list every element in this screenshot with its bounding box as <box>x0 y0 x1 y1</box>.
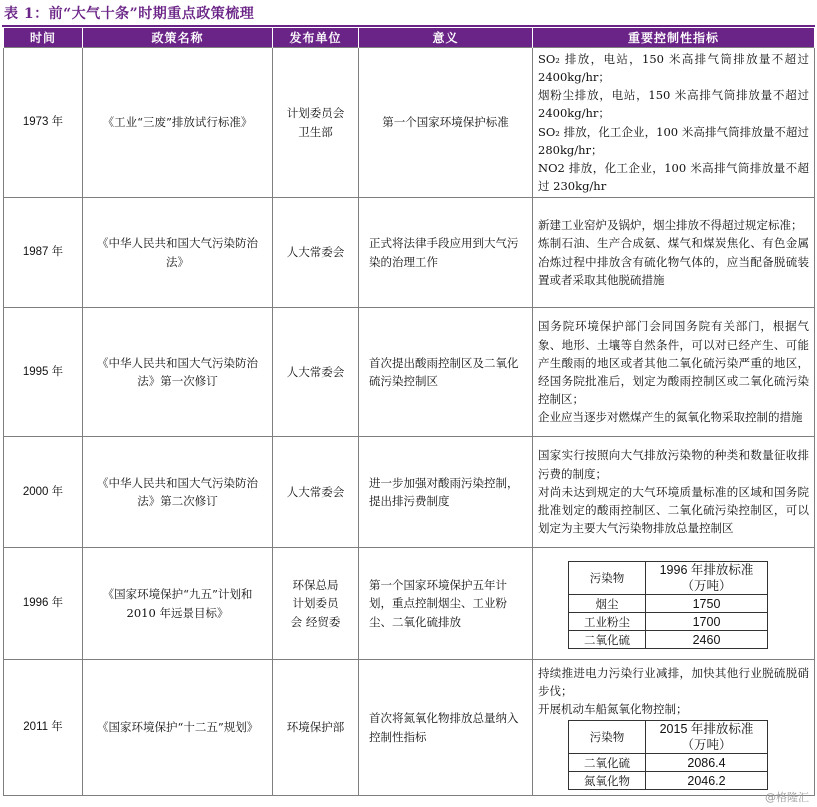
row-significance: 第一个国家环境保护标准 <box>359 48 533 198</box>
pollutant-name: 氮氧化物 <box>569 772 646 790</box>
row-issuer: 人大常委会 <box>273 437 359 548</box>
row-policy: 《国家环境保护“九五”计划和 2010 年远景目标》 <box>83 548 273 660</box>
indicator-line: SO₂ 排放，电站，150 米高排气筒排放量不超过 2400kg/hr； <box>538 51 809 84</box>
header-policy-name: 政策名称 <box>83 28 273 48</box>
row-indicators <box>533 548 815 660</box>
row-indicators <box>533 48 815 198</box>
row-year: 1995 年 <box>4 308 83 437</box>
table-row <box>4 308 815 437</box>
indicator-line: 国务院环境保护部门会同国务院有关部门，根据气象、地形、土壤等自然条件，可以对已经产生、可能产生酸雨的地区或者其他二氧化硫污染严重的地区，经国务院批准后，划定为酸雨控制区或二氧化硫污染控制区； <box>538 319 809 407</box>
row-issuer: 人大常委会 <box>273 308 359 437</box>
header-time: 时间 <box>4 28 83 48</box>
policy-table <box>3 28 815 796</box>
row-significance: 第一个国家环境保护五年计划，重点控制烟尘、工业粉尘、二氧化硫排放 <box>359 548 533 660</box>
pollutant-value: 2046.2 <box>646 772 768 790</box>
row-policy: 《中华人民共和国大气污染防治法》第一次修订 <box>83 308 273 437</box>
table-header-row <box>4 28 815 48</box>
row-indicators <box>533 308 815 437</box>
indicator-line: 国家实行按照向大气排放污染物的种类和数量征收排污费的制度； <box>538 448 809 481</box>
table-row <box>4 660 815 796</box>
row-year: 2011 年 <box>4 660 83 796</box>
row-year: 2000 年 <box>4 437 83 548</box>
indicator-line: 新建工业窑炉及锅炉，烟尘排放不得超过规定标准； <box>538 218 803 233</box>
indicator-line: 持续推进电力污染行业减排，加快其他行业脱硫脱硝步伐； <box>538 665 809 698</box>
row-significance: 进一步加强对酸雨污染控制，提出排污费制度 <box>359 437 533 548</box>
pollutant-name: 二氧化硫 <box>569 631 646 649</box>
indicator-line: 烟粉尘排放，电站，150 米高排气筒排放量不超过 2400kg/hr； <box>538 88 809 121</box>
title-divider <box>2 25 815 27</box>
indicator-line: 对尚未达到规定的大气环境质量标准的区域和国务院批准划定的酸雨控制区、二氧化硫污染控制区，可以划定为主要大气污染物排放总量控制区 <box>538 484 809 536</box>
row-issuer: 计划委员会 卫生部 <box>273 48 359 198</box>
watermark-text: @格隆汇 <box>765 791 809 804</box>
row-indicators <box>533 437 815 548</box>
subtable-header-pollutant: 污染物 <box>569 721 646 754</box>
indicator-line: SO₂ 排放，化工企业，100 米高排气筒排放量不超过 280kg/hr； <box>538 124 809 157</box>
indicator-line: 开展机动车船氮氧化物控制； <box>538 702 688 717</box>
row-issuer: 人大常委会 <box>273 198 359 308</box>
pollutant-name: 二氧化硫 <box>569 754 646 772</box>
row-policy: 《中华人民共和国大气污染防治法》 <box>83 198 273 308</box>
indicator-line: 炼制石油、生产合成氨、煤气和煤炭焦化、有色金属冶炼过程中排放含有硫化物气体的，应当配备脱硫装置或者采取其他脱硫措施 <box>538 236 809 287</box>
row-policy: 《工业“三废”排放试行标准》 <box>83 48 273 198</box>
indicator-line: 企业应当逐步对燃煤产生的氮氧化物采取控制的措施 <box>538 410 803 425</box>
table-row <box>4 437 815 548</box>
pollutant-value: 1700 <box>646 613 768 631</box>
emission-target-table <box>568 561 768 649</box>
row-year: 1973 年 <box>4 48 83 198</box>
row-significance: 正式将法律手段应用到大气污染的治理工作 <box>359 198 533 308</box>
pollutant-value: 1750 <box>646 595 768 613</box>
row-policy: 《中华人民共和国大气污染防治法》第二次修订 <box>83 437 273 548</box>
subtable-header-standard: 2015 年排放标准（万吨） <box>646 721 768 754</box>
table-row <box>4 548 815 660</box>
table-row <box>4 48 815 198</box>
header-significance: 意义 <box>359 28 533 48</box>
header-indicators: 重要控制性指标 <box>533 28 815 48</box>
header-issuer: 发布单位 <box>273 28 359 48</box>
row-indicators <box>533 660 815 796</box>
row-year: 1996 年 <box>4 548 83 660</box>
pollutant-name: 烟尘 <box>569 595 646 613</box>
subtable-header-standard: 1996 年排放标准（万吨） <box>646 562 768 595</box>
pollutant-value: 2460 <box>646 631 768 649</box>
row-significance: 首次提出酸雨控制区及二氧化硫污染控制区 <box>359 308 533 437</box>
row-indicators <box>533 198 815 308</box>
table-title: 表 1：前“大气十条”时期重点政策梳理 <box>4 6 255 22</box>
indicator-line: NO2 排放，化工企业，100 米高排气筒排放量不超过 230kg/hr <box>538 160 809 194</box>
pollutant-name: 工业粉尘 <box>569 613 646 631</box>
row-year: 1987 年 <box>4 198 83 308</box>
row-policy: 《国家环境保护“十二五”规划》 <box>83 660 273 796</box>
row-issuer: 环境保护部 <box>273 660 359 796</box>
row-issuer: 环保总局 计划委员会 经贸委 <box>273 548 359 660</box>
table-row <box>4 198 815 308</box>
pollutant-value: 2086.4 <box>646 754 768 772</box>
emission-target-table <box>568 720 768 790</box>
row-significance: 首次将氮氧化物排放总量纳入控制性指标 <box>359 660 533 796</box>
subtable-header-pollutant: 污染物 <box>569 562 646 595</box>
